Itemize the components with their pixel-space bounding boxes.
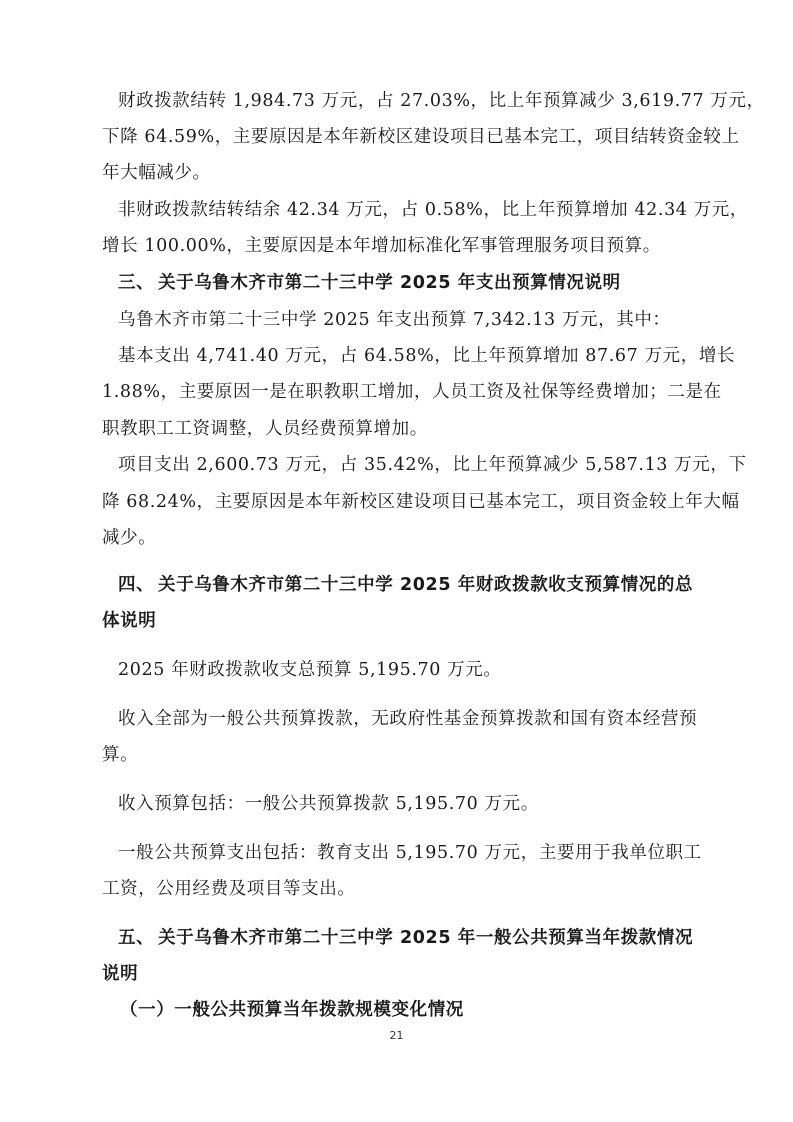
heading-text: 关于乌鲁木齐市第二十三中学 2025 年支出预算情况说明 — [158, 273, 621, 293]
paragraph-line: 财政拨款结转 1,984.73 万元，占 27.03%，比上年预算减少 3,619.77 万元， — [118, 91, 765, 111]
heading-number: 三、 — [118, 273, 155, 293]
paragraph-line: 算。 — [102, 745, 139, 765]
paragraph-line: 2025 年财政拨款收支总预算 5,195.70 万元。 — [118, 660, 502, 680]
paragraph-line: 收入预算包括：一般公共预算拨款 5,195.70 万元。 — [118, 794, 539, 814]
section-heading-3 — [118, 272, 621, 294]
heading-number: 四、 — [118, 575, 155, 595]
heading-text: 关于乌鲁木齐市第二十三中学 2025 年财政拨款收支预算情况的总 — [158, 575, 694, 595]
paragraph-line: 增长 100.00%，主要原因是本年增加标准化军事管理服务项目预算。 — [102, 236, 661, 256]
paragraph-line: 降 68.24%，主要原因是本年新校区建设项目已基本完工，项目资金较上年大幅 — [102, 492, 740, 512]
paragraph-line: 年大幅减少。 — [102, 163, 211, 183]
page-number: 21 — [389, 1029, 404, 1042]
heading-text: 关于乌鲁木齐市第二十三中学 2025 年一般公共预算当年拨款情况 — [158, 928, 694, 948]
paragraph-line: 一般公共预算支出包括：教育支出 5,195.70 万元，主要用于我单位职工 — [118, 843, 702, 863]
subsection-heading: （一）一般公共预算当年拨款规模变化情况 — [120, 1000, 464, 1020]
paragraph-line: 乌鲁木齐市第二十三中学 2025 年支出预算 7,342.13 万元，其中： — [118, 310, 671, 330]
section-heading-4 — [118, 574, 693, 596]
paragraph-line: 下降 64.59%，主要原因是本年新校区建设项目已基本完工，项目结转资金较上 — [102, 127, 740, 147]
paragraph-line: 收入全部为一般公共预算拨款，无政府性基金预算拨款和国有资本经营预 — [118, 709, 698, 729]
paragraph-line: 基本支出 4,741.40 万元，占 64.58%，比上年预算增加 87.67 万元，增长 — [118, 346, 736, 366]
paragraph-line: 1.88%，主要原因一是在职教职工增加，人员工资及社保等经费增加；二是在 — [102, 382, 722, 402]
paragraph-line: 职教职工工资调整，人员经费预算增加。 — [102, 419, 428, 439]
heading-number: 五、 — [118, 928, 155, 948]
paragraph-line: 非财政拨款结转结余 42.34 万元，占 0.58%，比上年预算增加 42.34 万元， — [118, 200, 749, 220]
paragraph-line: 工资，公用经费及项目等支出。 — [102, 879, 356, 899]
paragraph-line: 减少。 — [102, 528, 157, 548]
section-heading-5 — [118, 927, 693, 949]
heading-continuation: 体说明 — [102, 611, 157, 631]
heading-continuation: 说明 — [102, 964, 139, 984]
paragraph-line: 项目支出 2,600.73 万元，占 35.42%，比上年预算减少 5,587.13 万元，下 — [118, 455, 747, 475]
